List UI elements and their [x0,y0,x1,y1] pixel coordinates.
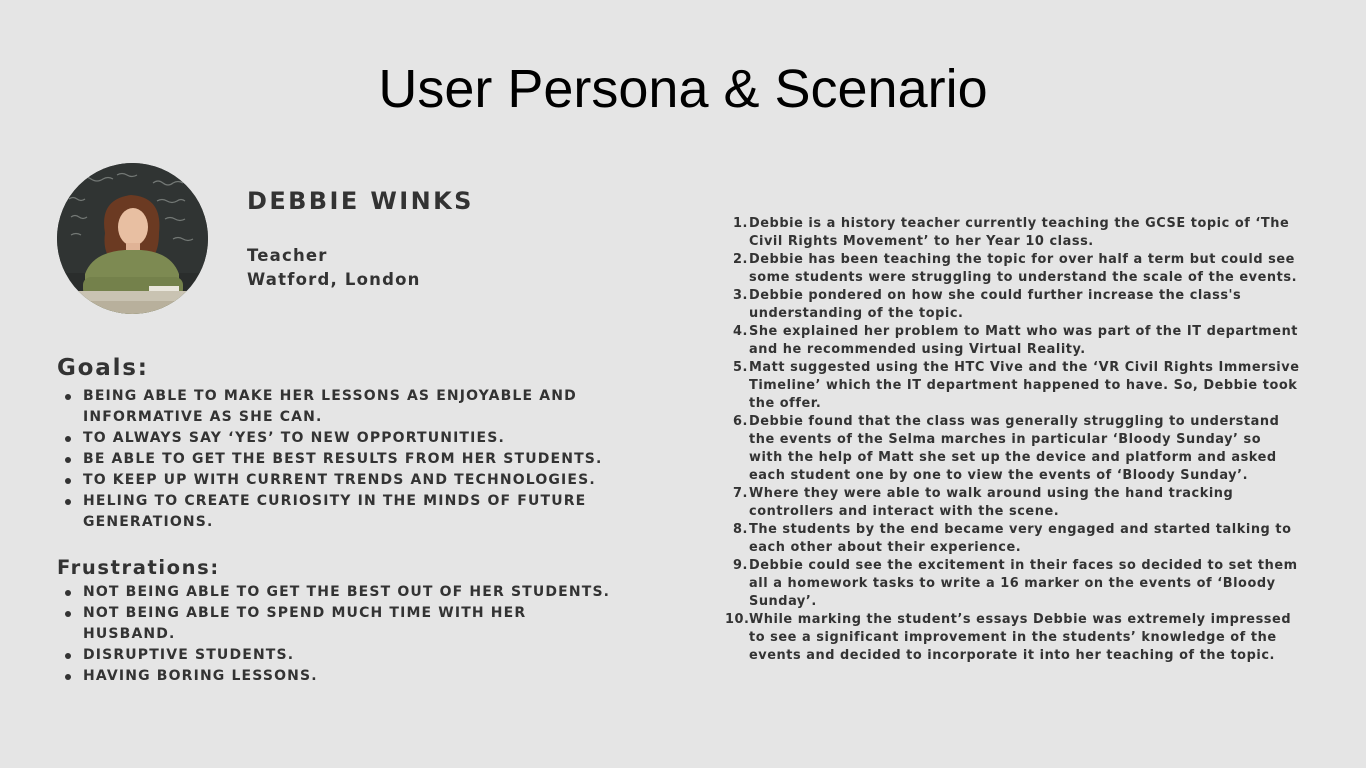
persona-role: Teacher [247,246,328,265]
step-number: 7. [733,486,748,501]
goal-text: HELING TO CREATE CURIOSITY IN THE MINDS OF FUTURE GENERATIONS. [83,493,587,530]
step-number: 9. [733,558,748,573]
step-number: 10. [725,612,750,627]
step-text: Where they were able to walk around using the hand tracking controllers and interact with the scene. [749,486,1234,519]
bullet-icon [65,653,71,659]
scenario-list [725,215,1300,665]
step-number: 1. [733,216,748,231]
page-title: User Persona & Scenario [378,59,988,119]
bullet-icon [65,499,71,505]
frustration-item [57,603,617,645]
goal-item [57,386,617,428]
step-number: 4. [733,324,748,339]
goal-item [57,491,617,533]
frustration-item [57,582,617,603]
step-text: Debbie pondered on how she could further increase the class's understanding of the topic. [749,288,1242,321]
teacher-photo-icon [57,163,208,314]
bullet-icon [65,394,71,400]
step-number: 2. [733,252,748,267]
bullet-icon [65,478,71,484]
step-text: She explained her problem to Matt who was part of the IT department and he recommended using Virtual Reality. [749,324,1299,357]
frustration-text: HAVING BORING LESSONS. [83,668,318,684]
scenario-step [725,611,1300,665]
frustration-text: NOT BEING ABLE TO SPEND MUCH TIME WITH HER HUSBAND. [83,605,527,642]
scenario-step [725,359,1300,413]
step-text: Matt suggested using the HTC Vive and the ‘VR Civil Rights Immersive Timeline’ which the IT department happened to have. So, Debbie took the offer. [749,360,1300,411]
step-number: 5. [733,360,748,375]
goal-item [57,428,617,449]
frustrations-list [57,582,617,687]
frustration-text: NOT BEING ABLE TO GET THE BEST OUT OF HER STUDENTS. [83,584,611,600]
goal-text: BE ABLE TO GET THE BEST RESULTS FROM HER STUDENTS. [83,451,603,467]
step-text: While marking the student’s essays Debbie was extremely impressed to see a significant improvement in the students’ knowledge of the events and decided to incorporate it into her teaching of the topic. [749,612,1292,663]
persona-photo [57,163,208,314]
frustration-item [57,666,617,687]
goals-heading: Goals: [57,355,149,381]
goal-text: BEING ABLE TO MAKE HER LESSONS AS ENJOYABLE AND INFORMATIVE AS SHE CAN. [83,388,577,425]
scenario-step [725,485,1300,521]
bullet-icon [65,457,71,463]
step-text: Debbie found that the class was generally struggling to understand the events of the Selma marches in particular ‘Bloody Sunday’ so with the help of Matt she set up the device and platform and asked each student one by one to view the events of ‘Bloody Sunday’. [749,414,1280,483]
scenario-step [725,215,1300,251]
persona-name: DEBBIE WINKS [247,187,474,215]
scenario-step [725,251,1300,287]
scenario-step [725,413,1300,485]
scenario-step [725,521,1300,557]
goals-list [57,386,617,533]
persona-location: Watford, London [247,270,421,289]
frustrations-heading: Frustrations: [57,556,220,579]
step-text: The students by the end became very engaged and started talking to each other about their experience. [749,522,1292,555]
scenario-step [725,323,1300,359]
scenario-step [725,557,1300,611]
bullet-icon [65,436,71,442]
step-text: Debbie has been teaching the topic for over half a term but could see some students were struggling to understand the scale of the events. [749,252,1298,285]
scenario-step [725,287,1300,323]
step-number: 3. [733,288,748,303]
frustration-item [57,645,617,666]
step-number: 8. [733,522,748,537]
goal-item [57,449,617,470]
goal-text: TO ALWAYS SAY ‘YES’ TO NEW OPPORTUNITIES. [83,430,505,446]
bullet-icon [65,611,71,617]
goal-text: TO KEEP UP WITH CURRENT TRENDS AND TECHNOLOGIES. [83,472,596,488]
step-number: 6. [733,414,748,429]
goal-item [57,470,617,491]
bullet-icon [65,674,71,680]
step-text: Debbie is a history teacher currently teaching the GCSE topic of ‘The Civil Rights Movement’ to her Year 10 class. [749,216,1290,249]
frustration-text: DISRUPTIVE STUDENTS. [83,647,295,663]
bullet-icon [65,590,71,596]
step-text: Debbie could see the excitement in their faces so decided to set them all a homework tasks to write a 16 marker on the events of ‘Bloody Sunday’. [749,558,1298,609]
